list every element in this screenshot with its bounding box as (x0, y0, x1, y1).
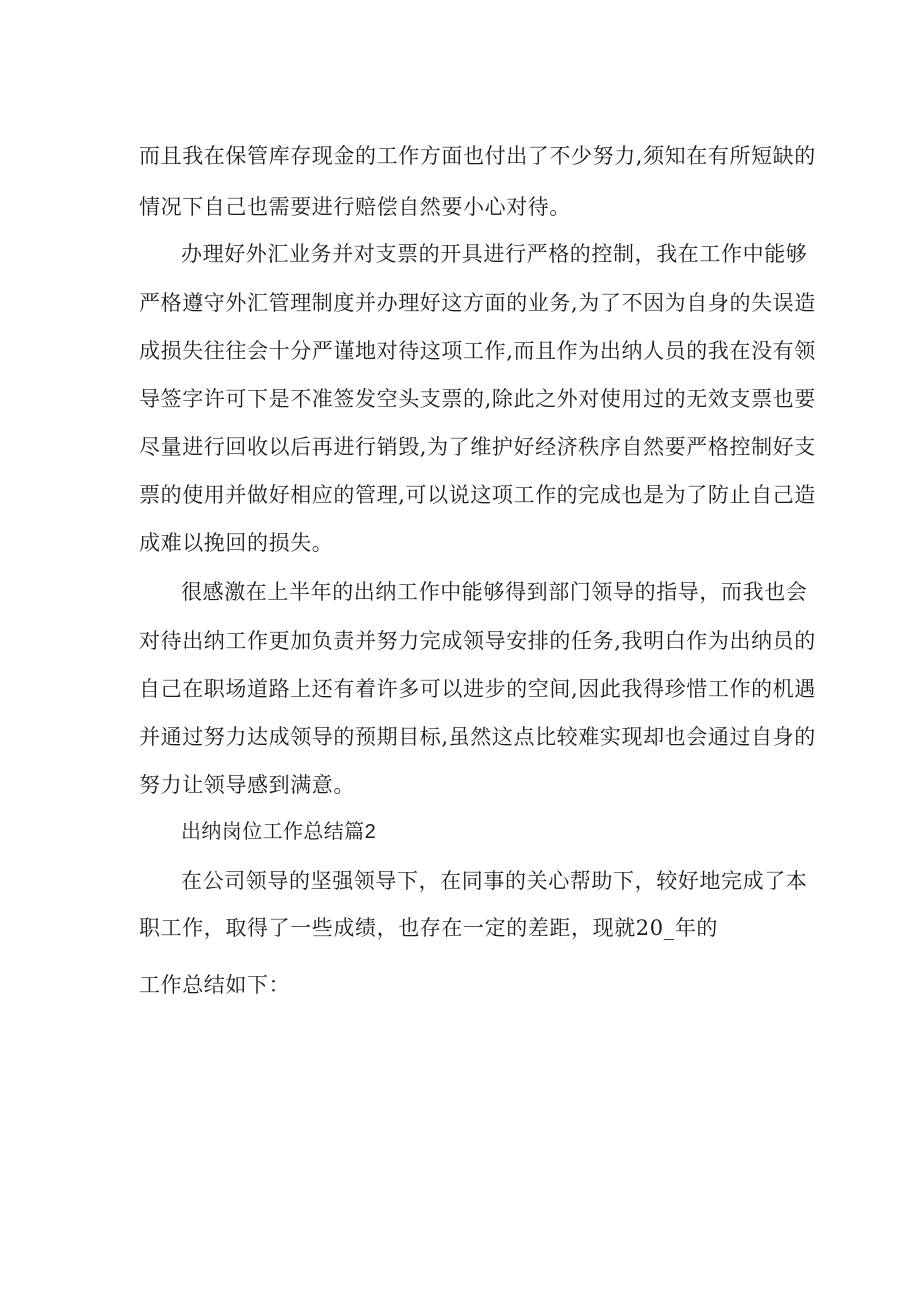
paragraph-line: 对待出纳工作更加负责并努力完成领导安排的任务,我明白作为出纳员的 (139, 629, 816, 653)
section-heading: 出纳岗位工作总结篇2 (181, 821, 377, 843)
paragraph-line: 情况下自己也需要进行赔偿自然要小心对待。 (139, 195, 571, 219)
paragraph-line: 尽量进行回收以后再进行销毁,为了维护好经济秩序自然要严格控制好支 (139, 435, 816, 459)
paragraph-line: 票的使用并做好相应的管理,可以说这项工作的完成也是为了防止自己造 (139, 483, 816, 507)
paragraph-line: 办理好外汇业务并对支票的开具进行严格的控制，我在工作中能够 (181, 242, 808, 266)
paragraph-line: 职工作，取得了一些成绩，也存在一定的差距，现就20_年的 (139, 916, 719, 940)
paragraph-line: 努力让领导感到满意。 (139, 773, 355, 797)
paragraph-line: 并通过努力达成领导的预期目标,虽然这点比较难实现却也会通过自身的 (139, 725, 816, 749)
paragraph-line: 很感激在上半年的出纳工作中能够得到部门领导的指导，而我也会 (181, 580, 808, 604)
paragraph-line: 而且我在保管库存现金的工作方面也付出了不少努力,须知在有所短缺的 (139, 144, 816, 168)
paragraph-line: 成难以挽回的损失。 (139, 531, 334, 555)
paragraph-line: 在公司领导的坚强领导下，在同事的关心帮助下，较好地完成了本 (181, 869, 808, 893)
paragraph-line: 导签字许可下是不准签发空头支票的,除此之外对使用过的无效支票也要 (139, 387, 816, 411)
paragraph-line: 成损失往往会十分严谨地对待这项工作,而且作为出纳人员的我在没有领 (139, 339, 816, 363)
paragraph-line: 严格遵守外汇管理制度并办理好这方面的业务,为了不因为自身的失误造 (139, 291, 816, 315)
paragraph-line: 工作总结如下： (139, 973, 291, 997)
paragraph-line: 自己在职场道路上还有着许多可以进步的空间,因此我得珍惜工作的机遇 (139, 677, 816, 701)
